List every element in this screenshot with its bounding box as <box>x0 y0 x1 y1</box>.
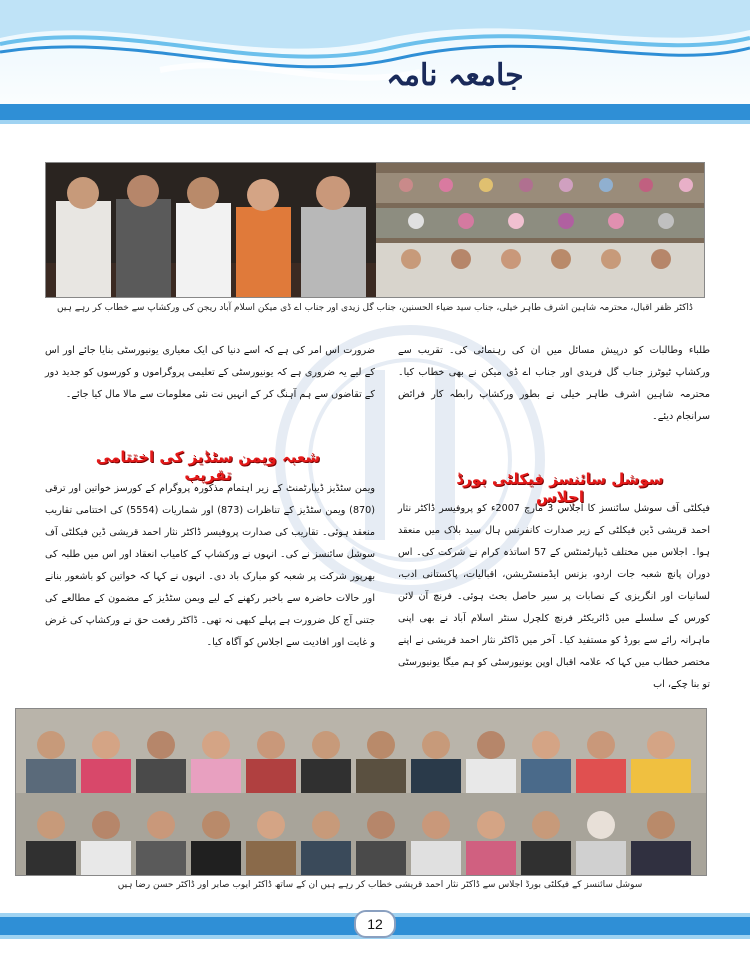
top-event-photo <box>45 162 705 298</box>
page-number: 12 <box>354 910 396 938</box>
womens-studies-body: ویمن سٹڈیز ڈیپارٹمنٹ کے زیر اہتمام مذکورہ پروگرام کے کورسز خواتین اور ترقی (870) ویمن سٹڈیز کے تناظرات (873) اور شماریات (5554) کی اختتامی تقاریب منعقد ہوئی۔ تقاریب کی صدارت پروفیسر ڈاکٹر نثار احمد قریشی ڈین فیکلٹی آف سوشل سائنسز نے کی۔ انہوں نے ورکشاپ کے کامیاب انعقاد اور اس میں طلبہ کی بھرپور شرکت پر شعبہ کو مبارک باد دی۔ انہوں نے کہا کہ خواتین کو باشعور بنانے اور حالات حاضرہ سے باخبر رکھنے کے لیے ویمن سٹڈیز کے مضمون کے مطالعے کی جتنی آج کل ضرورت ہے پہلے کبھی نہ تھی۔ ڈاکٹر رفعت حق نے ورکشاپ کی غرض و غایت اور افادیت سے اجلاس کو آگاہ کیا۔ <box>45 483 375 648</box>
top-photo-caption: ڈاکٹر ظفر اقبال، محترمہ شاہین اشرف طاہر خیلی، جناب سید ضیاء الحسنین، جناب گل زیدی اور جناب اے ڈی میکن اسلام آباد ریجن کی ورکشاپ سے خطاب کر رہے ہیں <box>57 303 693 313</box>
bottom-event-photo <box>15 708 707 876</box>
masthead-title: جامعہ نامہ <box>386 58 524 93</box>
header-band <box>0 0 750 130</box>
header-swoosh-graphic <box>0 0 750 130</box>
article-continuation-right-column: طلباء وطالبات کو درپیش مسائل میں ان کی رہنمائی کی۔ تقریب سے ورکشاپ ٹیوٹرز جناب گل فریدی اور جناب اے ڈی میکن نے بھی خطاب کیا۔ محترمہ شاہین اشرف طاہر خیلی نے بطور ورکشاپ رابطہ کار فرائض سرانجام دیئے۔ <box>398 345 710 422</box>
article-continuation-left-column: ضرورت اس امر کی ہے کہ اسے دنیا کی ایک معیاری یونیورسٹی بنایا جائے اور اس کے لیے یہ ضروری ہے کہ یونیورسٹی کے تعلیمی پروگراموں و کورسوں کو جدید دور کے تقاضوں سے ہم آہنگ کر کے انہیں نت نئی معلومات سے مالا مال کیا جائے۔ <box>45 345 375 400</box>
faculty-board-heading: سوشل سائنسز فیکلٹی بورڈ اجلاس <box>456 470 664 506</box>
audience-rows <box>376 173 705 298</box>
faculty-board-body: فیکلٹی آف سوشل سائنسز کا اجلاس 3 مارچ 2007ء کو پروفیسر ڈاکٹر نثار احمد قریشی ڈین فیکلٹی کے زیر صدارت کانفرنس ہال سید بلاک میں منعقد ہوا۔ اجلاس میں مختلف ڈیپارٹمنٹس کے 57 اساتذہ کرام نے شرکت کی۔ اس دوران پانچ شعبہ جات اردو، بزنس ایڈمنسٹریشن، اقبالیات، پاکستانی ادب، لسانیات اور انگریزی کے نصابات پر سیر حاصل بحث ہوئی۔ فرنچ آن لائن کورس کے سلسلے میں ڈائریکٹر فرنچ کلچرل سنٹر اسلام آباد نے بھی اپنی ماہرانہ رائے سے بورڈ کو مستفید کیا۔ آخر میں ڈاکٹر نثار احمد قریشی نے اپنے مختصر خطاب میں کہا کہ علامہ اقبال اوپن یونیورسٹی کو ہم میگا یونیورسٹی تو بنا چکے، اب <box>398 503 710 690</box>
womens-studies-heading: شعبہ ویمن سٹڈیز کی اختتامی تقریب <box>95 448 321 484</box>
bottom-photo-caption: سوشل سائنسز کے فیکلٹی بورڈ اجلاس سے ڈاکٹر نثار احمد قریشی خطاب کر رہے ہیں ان کے ساتھ ڈاکٹر ایوب صابر اور ڈاکٹر حسن رضا ہیں <box>117 880 643 890</box>
